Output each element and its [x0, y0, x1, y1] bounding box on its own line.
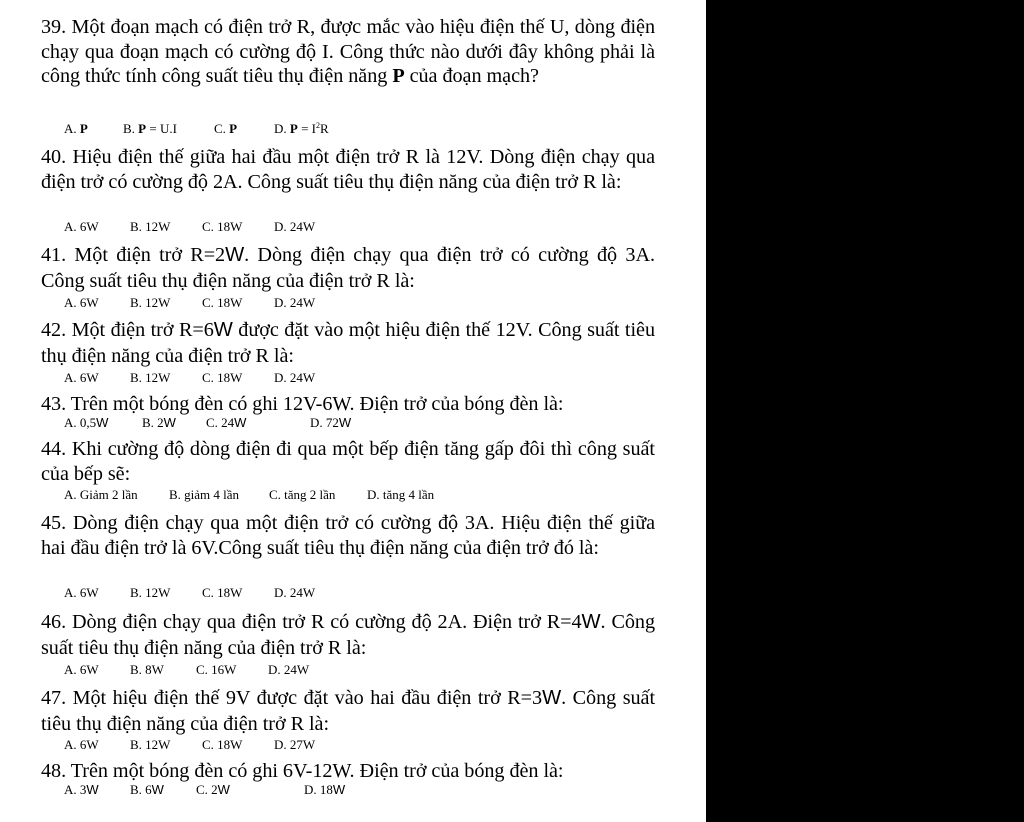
option-45-b: B. 12W — [130, 585, 171, 600]
option-48-c: C. 2W — [196, 782, 230, 797]
option-44-c: C. tăng 2 lần — [269, 487, 336, 502]
option-47-d: D. 27W — [274, 737, 316, 752]
option-48-a: A. 3W — [64, 782, 99, 797]
option-45-a: A. 6W — [64, 585, 99, 600]
option-40-a: A. 6W — [64, 219, 99, 234]
question-47: 47. Một hiệu điện thế 9V được đặt vào hai đầu điện trở R=3W. Công suất tiêu thụ điện năng của điện trở R là: — [41, 687, 656, 735]
option-43-d: D. 72W — [310, 415, 352, 430]
option-39-c: C. P — [214, 121, 238, 136]
option-43-c: C. 24W — [206, 415, 247, 430]
option-44-b: B. giảm 4 lần — [169, 487, 240, 502]
option-47-c: C. 18W — [202, 737, 243, 752]
option-44-d: D. tăng 4 lần — [367, 487, 435, 502]
option-41-b: B. 12W — [130, 295, 171, 310]
option-42-c: C. 18W — [202, 370, 243, 385]
option-48-d: D. 18W — [304, 782, 346, 797]
option-39-b: B. P = U.I — [123, 121, 177, 136]
question-39: 39. Một đoạn mạch có điện trở R, được mắc vào hiệu điện thế U, dòng điện chạy qua đoạn mạch có cường độ I. Công thức nào dưới đây không phải là công thức tính công suất tiêu thụ điện năng P của đoạn mạch? — [41, 16, 655, 88]
option-46-a: A. 6W — [64, 662, 99, 677]
option-41-a: A. 6W — [64, 295, 99, 310]
option-44-a: A. Giảm 2 lần — [64, 487, 138, 502]
option-40-b: B. 12W — [130, 219, 171, 234]
option-43-a: A. 0,5W — [64, 415, 109, 430]
options-44 — [64, 487, 664, 503]
options-43 — [64, 415, 664, 431]
question-46: 46. Dòng điện chạy qua điện trở R có cường độ 2A. Điện trở R=4W. Công suất tiêu thụ điện năng của điện trở R là: — [41, 611, 655, 659]
question-42: 42. Một điện trở R=6W được đặt vào một hiệu điện thế 12V. Công suất tiêu thụ điện năng của điện trở R là: — [41, 319, 655, 367]
options-40 — [64, 219, 664, 235]
options-45 — [64, 585, 664, 601]
black-border — [706, 0, 1024, 822]
question-40: 40. Hiệu điện thế giữa hai đầu một điện trở R là 12V. Dòng điện chạy qua điện trở có cường độ 2A. Công suất tiêu thụ điện năng của điện trở R là: — [41, 146, 655, 193]
option-47-a: A. 6W — [64, 737, 99, 752]
option-40-c: C. 18W — [202, 219, 243, 234]
option-45-c: C. 18W — [202, 585, 243, 600]
question-48: 48. Trên một bóng đèn có ghi 6V-12W. Điện trở của bóng đèn là: — [41, 760, 564, 782]
option-40-d: D. 24W — [274, 219, 316, 234]
option-47-b: B. 12W — [130, 737, 171, 752]
question-44: 44. Khi cường độ dòng điện đi qua một bếp điện tăng gấp đôi thì công suất của bếp sẽ: — [41, 438, 655, 485]
option-42-d: D. 24W — [274, 370, 316, 385]
options-39 — [64, 121, 664, 137]
option-41-c: C. 18W — [202, 295, 243, 310]
question-45: 45. Dòng điện chạy qua một điện trở có cường độ 3A. Hiệu điện thế giữa hai đầu điện trở là 6V.Công suất tiêu thụ điện năng của điện trở đó là: — [41, 512, 655, 559]
option-46-b: B. 8W — [130, 662, 164, 677]
option-46-d: D. 24W — [268, 662, 310, 677]
options-41 — [64, 295, 664, 311]
options-47 — [64, 737, 664, 753]
options-48 — [64, 782, 664, 798]
options-42 — [64, 370, 664, 386]
option-39-a: A. P — [64, 121, 88, 136]
option-45-d: D. 24W — [274, 585, 316, 600]
option-39-d: D. $P = I^2R$ — [274, 121, 329, 136]
option-41-d: D. 24W — [274, 295, 316, 310]
options-46 — [64, 662, 664, 678]
option-43-b: B. 2W — [142, 415, 176, 430]
question-41: 41. Một điện trở R=2W. Dòng điện chạy qua điện trở có cường độ 3A. Công suất tiêu thụ điện năng của điện trở R là: — [41, 244, 655, 292]
option-42-b: B. 12W — [130, 370, 171, 385]
question-43: 43. Trên một bóng đèn có ghi 12V-6W. Điện trở của bóng đèn là: — [41, 393, 564, 415]
option-48-b: B. 6W — [130, 782, 164, 797]
option-46-c: C. 16W — [196, 662, 237, 677]
option-42-a: A. 6W — [64, 370, 99, 385]
